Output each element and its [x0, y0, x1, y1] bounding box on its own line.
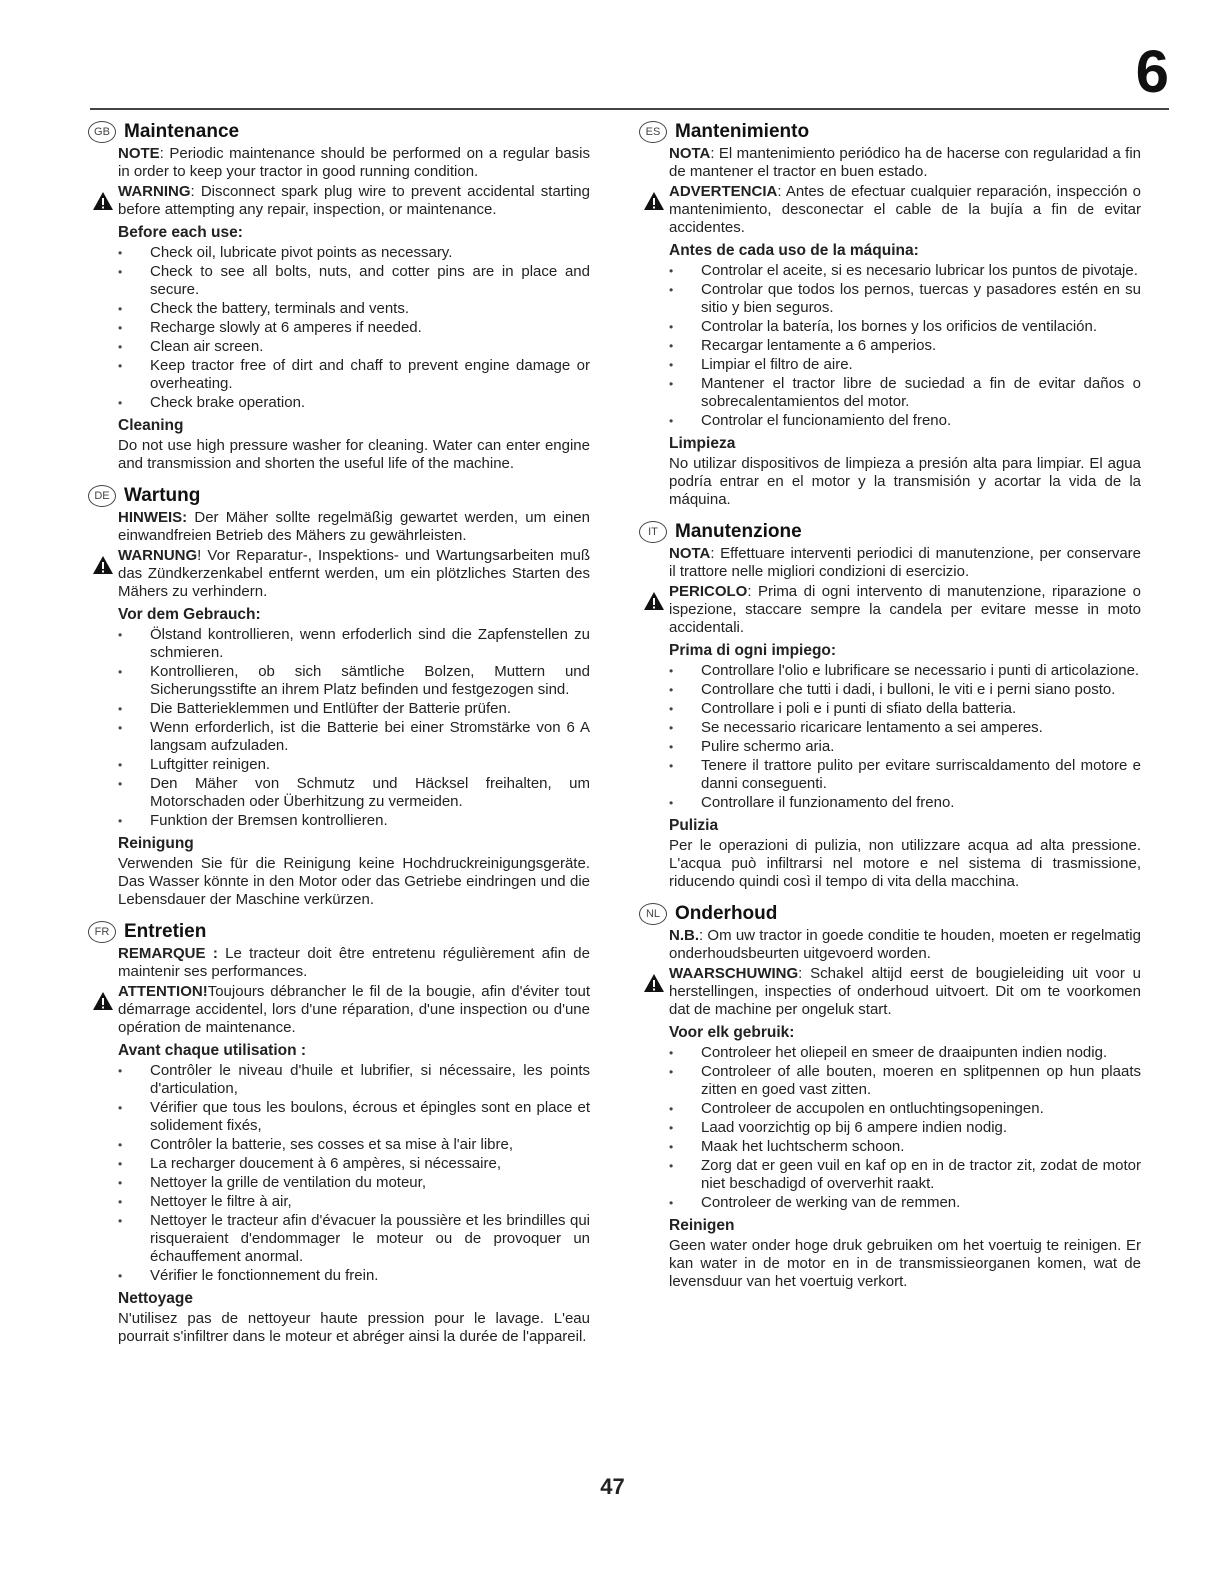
- section-header: [639, 521, 1141, 543]
- note-label: NOTE: [118, 145, 160, 162]
- cleaning-heading: Reinigung: [118, 835, 194, 852]
- warning-text: ! Vor Reparatur-, Inspektions- und Wartungsarbeiten muß das Zündkerzenkabel entfernt werden, um ein plötzliches Starten des Mähers zu verhindern.: [118, 547, 590, 600]
- checklist-item: • Zorg dat er geen vuil en kaf op en in de tractor zit, zodat de motor niet beschadigd of oververhit raakt.: [669, 1157, 1141, 1193]
- note-label: HINWEIS:: [118, 509, 188, 526]
- warning-label: WARNING: [118, 183, 191, 200]
- language-badge: NL: [639, 903, 667, 925]
- checklist-item: • Controleer of alle bouten, moeren en splitpennen op hun plaats zitten en goed vast zitten.: [669, 1063, 1141, 1099]
- checklist-item: • Controlar el funcionamiento del freno.: [669, 412, 1141, 430]
- warning-icon: [92, 555, 114, 575]
- note-paragraph: [669, 545, 1141, 581]
- warning-paragraph: [669, 965, 1141, 1019]
- checklist: [669, 262, 1141, 430]
- section-title: Maintenance: [124, 121, 240, 142]
- warning-icon: [643, 591, 665, 611]
- cleaning-text: Verwenden Sie für die Reinigung keine Hochdruckreinigungsgeräte. Das Wasser könnte in den Motor oder das Getriebe eindringen und die Lebensdauer der Maschine verkürzen.: [118, 855, 590, 908]
- checklist-item: • Contrôler le niveau d'huile et lubrifier, si nécessaire, les points d'articulation,: [118, 1062, 590, 1098]
- warning-paragraph: [118, 547, 590, 601]
- note-text: : Periodic maintenance should be performed on a regular basis in order to keep your tractor in good running condition.: [118, 145, 590, 180]
- section-nl: [643, 903, 1141, 1291]
- language-badge: ES: [639, 121, 667, 143]
- checklist-item: • Controleer de werking van de remmen.: [669, 1194, 1141, 1212]
- section-fr: [92, 921, 590, 1346]
- cleaning-heading: Nettoyage: [118, 1290, 193, 1307]
- section-de: [92, 485, 590, 909]
- checklist-item: • La recharger doucement à 6 ampères, si nécessaire,: [118, 1155, 590, 1173]
- cleaning-heading: Limpieza: [669, 435, 736, 452]
- warning-paragraph: [118, 983, 590, 1037]
- warning-label: WARNUNG: [118, 547, 198, 564]
- checklist-item: • Contrôler la batterie, ses cosses et sa mise à l'air libre,: [118, 1136, 590, 1154]
- checklist: [118, 244, 590, 412]
- page-number: 47: [600, 1474, 625, 1499]
- section-it: [643, 521, 1141, 891]
- section-title: Manutenzione: [675, 521, 802, 542]
- checklist-item: • Controlar el aceite, si es necesario lubricar los puntos de pivotaje.: [669, 262, 1141, 280]
- cleaning-text: Do not use high pressure washer for cleaning. Water can enter engine and transmission and shorten the useful life of the machine.: [118, 437, 590, 472]
- checklist-item: • Kontrollieren, ob sich sämtliche Bolzen, Muttern und Sicherungsstifte an ihrem Platz befinden und festgezogen sind.: [118, 663, 590, 699]
- checklist-item: • Check oil, lubricate pivot points as necessary.: [118, 244, 590, 262]
- note-label: N.B.: [669, 927, 699, 944]
- section-title: Entretien: [124, 921, 207, 942]
- checklist-item: • Controlar que todos los pernos, tuercas y pasadores estén en su sitio y bien seguros.: [669, 281, 1141, 317]
- before-use-heading: Vor dem Gebrauch:: [118, 606, 261, 623]
- checklist-item: • Den Mäher von Schmutz und Häcksel freihalten, um Motorschaden oder Überhitzung zu vermeiden.: [118, 775, 590, 811]
- checklist-item: • Check to see all bolts, nuts, and cotter pins are in place and secure.: [118, 263, 590, 299]
- note-text: : Effettuare interventi periodici di manutenzione, per conservare il trattore nelle migliori condizioni di esercizio.: [669, 545, 1141, 580]
- note-paragraph: [669, 145, 1141, 181]
- note-text: Der Mäher sollte regelmäßig gewartet werden, um einen einwandfreien Betrieb des Mähers zu gewährleisten.: [118, 509, 590, 544]
- note-text: : Om uw tractor in goede conditie te houden, moeten er regelmatig onderhoudsbeurten uitgevoerd worden.: [669, 927, 1141, 962]
- language-badge: GB: [88, 121, 116, 143]
- warning-label: WAARSCHUWING: [669, 965, 799, 982]
- checklist-item: • Nettoyer le tracteur afin d'évacuer la poussière et les brindilles qui risqueraient d'endommager le moteur ou de provoquer un échauffement anormal.: [118, 1212, 590, 1266]
- warning-paragraph: [669, 583, 1141, 637]
- note-text: : El mantenimiento periódico ha de hacerse con regularidad a fin de mantener el tractor en buen estado.: [669, 145, 1141, 180]
- checklist-item: • Wenn erforderlich, ist die Batterie bei einer Stromstärke von 6 A langsam aufzuladen.: [118, 719, 590, 755]
- right-column: [643, 121, 1141, 1303]
- cleaning-text: No utilizar dispositivos de limpieza a presión alta para limpiar. El agua podría entrar en el motor y la transmisión y acortar la vida de la máquina.: [669, 455, 1141, 508]
- warning-text: : Prima di ogni intervento di manutenzione, riparazione o ispezione, staccare sempre la candela per evitare messe in moto accidentali.: [669, 583, 1141, 636]
- checklist: [669, 1044, 1141, 1212]
- checklist-item: • Check brake operation.: [118, 394, 590, 412]
- checklist-item: • Vérifier le fonctionnement du frein.: [118, 1267, 590, 1285]
- checklist-item: • Controllare il funzionamento del freno.: [669, 794, 1141, 812]
- checklist-item: • Controlar la batería, los bornes y los orificios de ventilación.: [669, 318, 1141, 336]
- section-header: [88, 121, 590, 143]
- checklist-item: • Funktion der Bremsen kontrollieren.: [118, 812, 590, 830]
- checklist-item: • Recharge slowly at 6 amperes if needed.: [118, 319, 590, 337]
- language-badge: DE: [88, 485, 116, 507]
- language-badge: FR: [88, 921, 116, 943]
- cleaning-text: Per le operazioni di pulizia, non utilizzare acqua ad alta pressione. L'acqua può infiltrarsi nel motore e nel sistema di trasmissione, riducendo quindi così il tempo di vita della macchina.: [669, 837, 1141, 890]
- before-use-heading: Avant chaque utilisation :: [118, 1042, 307, 1059]
- warning-paragraph: [118, 183, 590, 219]
- cleaning-heading: Cleaning: [118, 417, 184, 434]
- checklist-item: • Laad voorzichtig op bij 6 ampere indien nodig.: [669, 1119, 1141, 1137]
- note-paragraph: [118, 945, 590, 981]
- warning-icon: [92, 991, 114, 1011]
- section-header: [88, 485, 590, 507]
- warning-text: : Schakel altijd eerst de bougieleiding uit voor u herstellingen, inspecties of onderhoud uitvoert. Dit om te voorkomen dat de machine per ongeluk start.: [669, 965, 1141, 1018]
- before-use-heading: Antes de cada uso de la máquina:: [669, 242, 919, 259]
- checklist-item: • Nettoyer la grille de ventilation du moteur,: [118, 1174, 590, 1192]
- note-paragraph: [118, 509, 590, 545]
- checklist-item: • Check the battery, terminals and vents.: [118, 300, 590, 318]
- checklist-item: • Nettoyer le filtre à air,: [118, 1193, 590, 1211]
- before-use-heading: Prima di ogni impiego:: [669, 642, 837, 659]
- note-text: Le tracteur doit être entretenu régulièrement afin de maintenir ses performances.: [118, 945, 590, 980]
- left-column: [92, 121, 590, 1358]
- checklist-item: • Keep tractor free of dirt and chaff to prevent engine damage or overheating.: [118, 357, 590, 393]
- cleaning-text: Geen water onder hoge druk gebruiken om het voertuig te reinigen. Er kan water in de motor en in de transmissieorganen komen, wat de levensduur van het voertuig verkort.: [669, 1237, 1141, 1290]
- section-title: Onderhoud: [675, 903, 778, 924]
- section-es: [643, 121, 1141, 509]
- section-header: [639, 903, 1141, 925]
- section-header: [639, 121, 1141, 143]
- note-label: NOTA: [669, 545, 711, 562]
- before-use-heading: Voor elk gebruik:: [669, 1024, 795, 1041]
- note-label: NOTA: [669, 145, 711, 162]
- checklist-item: • Die Batterieklemmen und Entlüfter der Batterie prüfen.: [118, 700, 590, 718]
- warning-paragraph: [669, 183, 1141, 237]
- warning-text: : Disconnect spark plug wire to prevent accidental starting before attempting any repair, inspection, or maintenance.: [118, 183, 590, 218]
- warning-icon: [92, 191, 114, 211]
- language-badge: IT: [639, 521, 667, 543]
- checklist: [118, 626, 590, 830]
- warning-label: ADVERTENCIA: [669, 183, 778, 200]
- checklist-item: • Se necessario ricaricare lentamento a sei amperes.: [669, 719, 1141, 737]
- section-header: [88, 921, 590, 943]
- checklist: [118, 1062, 590, 1285]
- checklist: [669, 662, 1141, 812]
- checklist-item: • Vérifier que tous les boulons, écrous et épingles sont en place et solidement fixés,: [118, 1099, 590, 1135]
- checklist-item: • Luftgitter reinigen.: [118, 756, 590, 774]
- note-paragraph: [118, 145, 590, 181]
- checklist-item: • Controleer de accupolen en ontluchtingsopeningen.: [669, 1100, 1141, 1118]
- warning-icon: [643, 191, 665, 211]
- section-title: Wartung: [124, 485, 201, 506]
- note-label: REMARQUE :: [118, 945, 218, 962]
- chapter-number: 6: [1135, 38, 1169, 105]
- cleaning-heading: Reinigen: [669, 1217, 735, 1234]
- cleaning-text: N'utilisez pas de nettoyeur haute pression pour le lavage. L'eau pourrait s'infiltrer dans le moteur et abréger ainsi la durée de l'appareil.: [118, 1310, 590, 1345]
- checklist-item: • Maak het luchtscherm schoon.: [669, 1138, 1141, 1156]
- warning-text: : Antes de efectuar cualquier reparación, inspección o mantenimiento, desconectar el cable de la bujía a fin de evitar accidentes.: [669, 183, 1141, 236]
- checklist-item: • Pulire schermo aria.: [669, 738, 1141, 756]
- checklist-item: • Controllare l'olio e lubrificare se necessario i punti di articolazione.: [669, 662, 1141, 680]
- checklist-item: • Controleer het oliepeil en smeer de draaipunten indien nodig.: [669, 1044, 1141, 1062]
- checklist-item: • Limpiar el filtro de aire.: [669, 356, 1141, 374]
- warning-icon: [643, 973, 665, 993]
- header-rule: [90, 108, 1169, 110]
- checklist-item: • Recargar lentamente a 6 amperios.: [669, 337, 1141, 355]
- checklist-item: • Tenere il trattore pulito per evitare surriscaldamento del motore e danni conseguenti.: [669, 757, 1141, 793]
- checklist-item: • Controllare i poli e i punti di sfiato della batteria.: [669, 700, 1141, 718]
- warning-label: PERICOLO: [669, 583, 748, 600]
- section-gb: [92, 121, 590, 473]
- before-use-heading: Before each use:: [118, 224, 243, 241]
- section-title: Mantenimiento: [675, 121, 810, 142]
- checklist-item: • Clean air screen.: [118, 338, 590, 356]
- checklist-item: • Mantener el tractor libre de suciedad a fin de evitar daños o sobrecalentamientos del motor.: [669, 375, 1141, 411]
- checklist-item: • Ölstand kontrollieren, wenn erfoderlich sind die Zapfenstellen zu schmieren.: [118, 626, 590, 662]
- warning-label: ATTENTION!: [118, 983, 208, 1000]
- warning-text: Toujours débrancher le fil de la bougie, afin d'éviter tout démarrage accidentel, lors d'une réparation, d'une inspection ou d'une opération de maintenance.: [118, 983, 590, 1036]
- checklist-item: • Controllare che tutti i dadi, i bulloni, le viti e i perni siano posto.: [669, 681, 1141, 699]
- cleaning-heading: Pulizia: [669, 817, 719, 834]
- note-paragraph: [669, 927, 1141, 963]
